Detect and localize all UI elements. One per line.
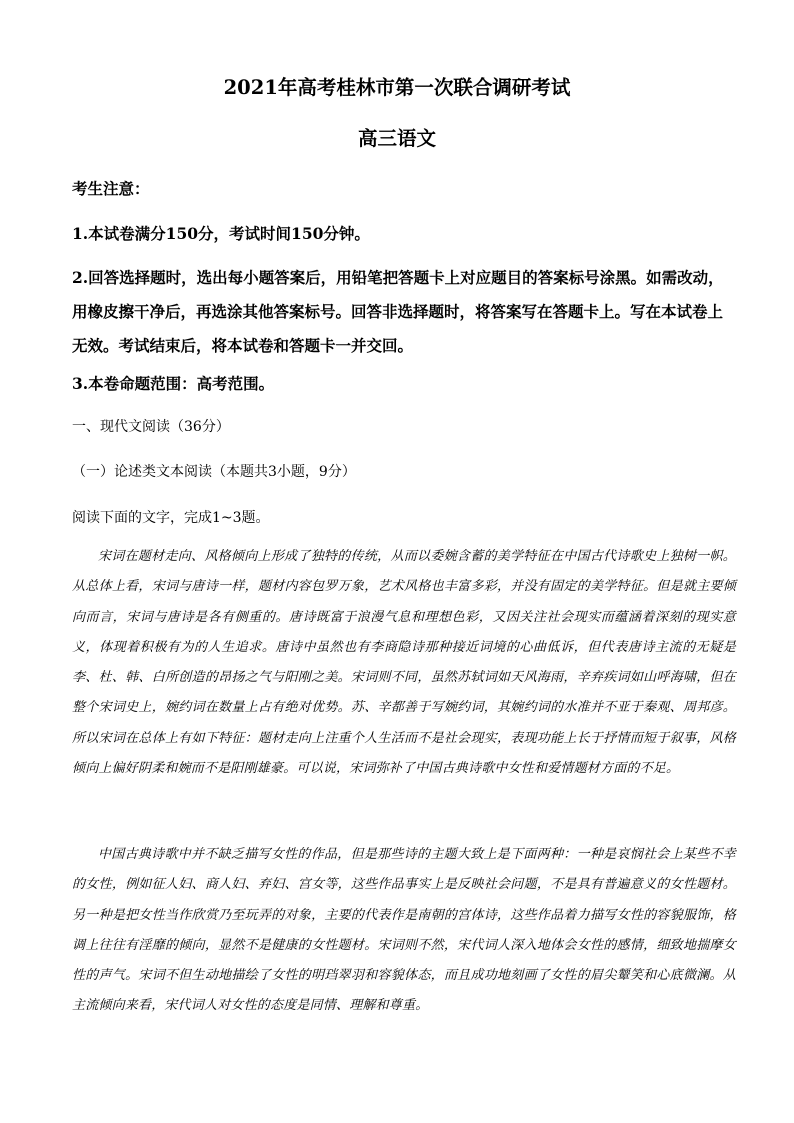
exam-title: 2021年高考桂林市第一次联合调研考试 — [223, 76, 571, 99]
notice-label: 考生注意： — [72, 179, 150, 198]
notice-item-3: 3.本卷命题范围：高考范围。 — [72, 374, 275, 393]
reading-instruction: 阅读下面的文字，完成1~3题。 — [72, 510, 270, 526]
subsection-heading: （一）论述类文本阅读（本题共3小题，9分） — [72, 464, 356, 480]
passage-paragraph-2: 中国古典诗歌中并不缺乏描写女性的作品，但是那些诗的主题大致上是下面两种：一种是哀悯社会上某些不幸的女性，例如征人妇、商人妇、弃妇、宫女等，这些作品事实上是反映社会问题，不是具有普遍意义的女性题材。另一种是把女性当作欣赏乃至玩弄的对象，主要的代表作是南朝的宫体诗，这些作品着力描写女性的容貌服饰，格调上往往有淫靡的倾向，显然不是健康的女性题材。宋词则不然，宋代词人深入地体会女性的感情，细致地揣摩女性的声气。宋词不但生动地描绘了女性的明珰翠羽和容貌体态，而且成功地刻画了女性的眉尖颦笑和心底微澜。从主流倾向来看，宋代词人对女性的态度是同情、理解和尊重。 — [72, 847, 736, 1014]
passage-paragraph-1: 宋词在题材走向、风格倾向上形成了独特的传统，从而以委婉含蓄的美学特征在中国古代诗歌史上独树一帜。从总体上看，宋词与唐诗一样，题材内容包罗万象，艺术风格也丰富多彩，并没有固定的美学特征。但是就主要倾向而言，宋词与唐诗是各有侧重的。唐诗既富于浪漫气息和理想色彩，又因关注社会现实而蕴涵着深刻的现实意义，体现着积极有为的人生追求。唐诗中虽然也有李商隐诗那种接近词境的心曲低诉，但代表唐诗主流的无疑是李、杜、韩、白所创造的昂扬之气与阳刚之美。宋词则不同，虽然苏轼词如天风海雨，辛弃疾词如山呼海啸，但在整个宋词史上，婉约词在数量上占有绝对优势。苏、辛都善于写婉约词，其婉约词的水准并不亚于秦观、周邦彦。所以宋词在总体上有如下特征：题材走向上注重个人生活而不是社会现实，表现功能上长于抒情而短于叙事，风格倾向上偏好阴柔和婉而不是阳刚雄豪。可以说，宋词弥补了中国古典诗歌中女性和爱情题材方面的不足。 — [72, 549, 736, 777]
section-heading: 一、现代文阅读（36分） — [72, 419, 230, 435]
exam-subtitle: 高三语文 — [357, 127, 436, 150]
notice-item-1: 1.本试卷满分150分，考试时间150分钟。 — [72, 224, 370, 243]
notice-item-2: 2.回答选择题时，选出每小题答案后，用铅笔把答题卡上对应题目的答案标号涂黑。如需改动，用橡皮擦干净后，再选涂其他答案标号。回答非选择题时，将答案写在答题卡上。写在本试卷上无效。考试结束后，将本试卷和答题卡一并交回。 — [72, 268, 724, 355]
